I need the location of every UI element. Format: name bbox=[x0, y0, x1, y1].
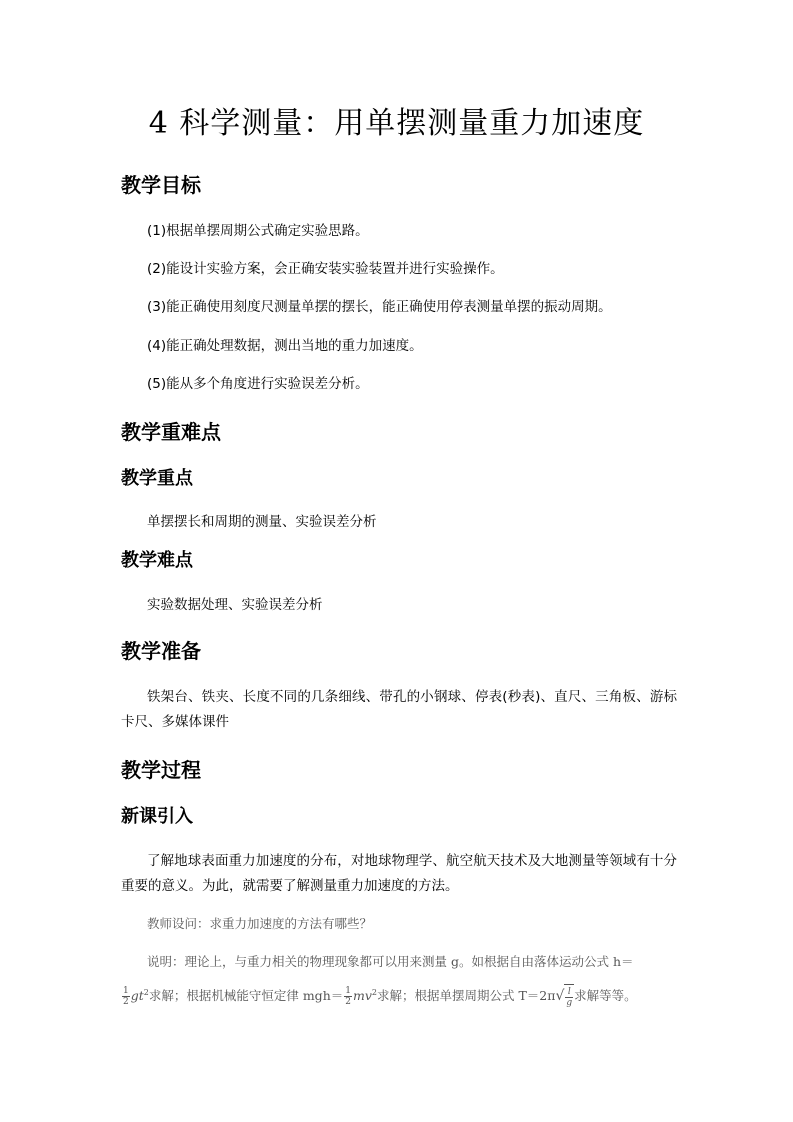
fraction-half-2 bbox=[344, 986, 352, 1007]
explanation-prefix: 说明：理论上，与重力相关的物理现象都可以用来测量 g。如根据自由落体运动公式 h＝ bbox=[147, 954, 634, 969]
intro-text: 了解地球表面重力加速度的分布，对地球物理学、航空航天技术及大地测量等领域有十分重要的意义。为此，就需要了解测量重力加速度的方法。 bbox=[121, 853, 677, 894]
page-title: 4 科学测量：用单摆测量重力加速度 bbox=[148, 106, 645, 141]
fraction-denominator: g bbox=[566, 998, 573, 1008]
formula-gt: gt bbox=[130, 988, 144, 1003]
fraction-numerator: 1 bbox=[123, 986, 129, 996]
preparation-text: 铁架台、铁夹、长度不同的几条细线、带孔的小钢球、停表(秒表)、直尺、三角板、游标卡尺、多媒体课件 bbox=[121, 689, 677, 730]
preparation-heading: 教学准备 bbox=[121, 639, 201, 663]
difficult-points-text: 实验数据处理、实验误差分析 bbox=[147, 597, 323, 613]
explanation-text bbox=[121, 950, 677, 974]
intro-heading: 新课引入 bbox=[121, 806, 193, 827]
key-difficult-heading: 教学重难点 bbox=[121, 420, 221, 444]
fraction-half-1 bbox=[122, 986, 130, 1007]
objective-item-3: (3)能正确使用刻度尺测量单摆的摆长，能正确使用停表测量单摆的振动周期。 bbox=[147, 299, 612, 315]
fraction-denominator: 2 bbox=[123, 997, 129, 1007]
sqrt-l-over-g: √ $\frac{l}{g}$ bbox=[555, 984, 574, 1009]
fraction-numerator: l bbox=[565, 987, 573, 998]
explanation-end: 求解等等。 bbox=[574, 988, 637, 1003]
key-points-heading: 教学重点 bbox=[121, 468, 193, 489]
key-points-text: 单摆摆长和周期的测量、实验误差分析 bbox=[147, 514, 377, 530]
objective-item-2: (2)能设计实验方案，会正确安装实验装置并进行实验操作。 bbox=[147, 261, 504, 277]
fraction-denominator: 2 bbox=[345, 997, 351, 1007]
objective-item-5: (5)能从多个角度进行实验误差分析。 bbox=[147, 376, 369, 392]
formula-mv: mv bbox=[352, 988, 372, 1003]
process-heading: 教学过程 bbox=[121, 758, 201, 782]
explanation-formulas bbox=[121, 984, 677, 1009]
explanation-mid-2: 求解；根据单摆周期公式 T＝2π bbox=[377, 988, 556, 1003]
fraction-numerator: 1 bbox=[345, 986, 351, 996]
formula-gt-exponent: 2 bbox=[143, 987, 149, 997]
teacher-question: 教师设问：求重力加速度的方法有哪些？ bbox=[147, 916, 373, 931]
objectives-heading: 教学目标 bbox=[121, 173, 201, 197]
objective-item-4: (4)能正确处理数据，测出当地的重力加速度。 bbox=[147, 338, 423, 354]
formula-mv-exponent: 2 bbox=[371, 987, 377, 997]
difficult-points-heading: 教学难点 bbox=[121, 550, 193, 571]
explanation-mid-1: 求解；根据机械能守恒定律 mgh＝ bbox=[148, 988, 344, 1003]
objective-item-1: (1)根据单摆周期公式确定实验思路。 bbox=[147, 223, 369, 239]
